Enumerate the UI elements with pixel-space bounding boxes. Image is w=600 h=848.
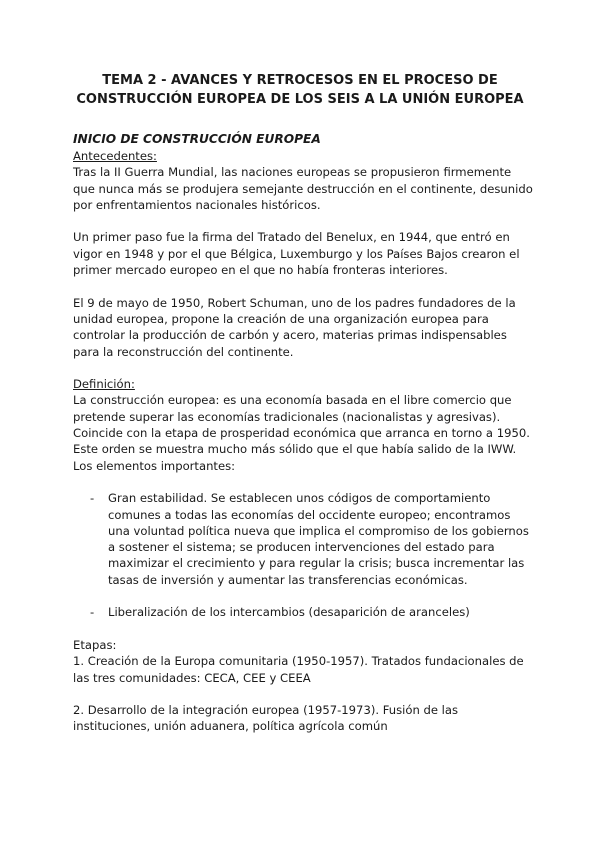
antecedentes-paragraph-3: El 9 de mayo de 1950, Robert Schuman, uno de los padres fundadores de la unidad europea, propone la creación de una organización europea para controlar la producción de carbón y acero, materias primas indispensables para la reconstrucción del continente. [73, 295, 516, 359]
section-heading: INICIO DE CONSTRUCCIÓN EUROPEA [73, 132, 321, 146]
document-body [73, 131, 533, 735]
bullet-item [73, 604, 533, 620]
title-line-1: TEMA 2 - AVANCES Y RETROCESOS EN EL PROCESO DE [102, 73, 498, 88]
bullet-item [73, 490, 533, 588]
antecedentes-label: Antecedentes: [73, 149, 157, 163]
bullet-dash: - [90, 605, 95, 620]
etapa-item-1: 1. Creación de la Europa comunitaria (1950-1957). Tratados fundacionales de las tres comunidades: CECA, CEE y CEEA [73, 654, 524, 685]
bullet-text: Gran estabilidad. Se establecen unos códigos de comportamiento comunes a todas las economías del occidente europeo; encontramos una voluntad política nueva que implica el compromiso de los gobiernos a sostener el sistema; se producen intervenciones del estado para maximizar el crecimiento y para regular la crisis; busca incrementar las tasas de inversión y aumentar las transferencias económicas. [108, 491, 529, 587]
definicion-paragraph: La construcción europea: es una economía basada en el libre comercio que pretende superar las economías tradicionales (nacionalistas y agresivas). Coincide con la etapa de prosperidad económica que arranca en torno a 1950. Este orden se muestra mucho más sólido que el que había salido de la IWW. Los elementos importantes: [73, 393, 530, 473]
etapas-label: Etapas: [73, 637, 117, 652]
bullet-text: Liberalización de los intercambios (desaparición de aranceles) [108, 605, 470, 620]
document-title [40, 71, 560, 109]
etapa-item-2: 2. Desarrollo de la integración europea (1957-1973). Fusión de las instituciones, unión aduanera, política agrícola común [73, 703, 459, 734]
antecedentes-paragraph-1: Tras la II Guerra Mundial, las naciones europeas se propusieron firmemente que nunca más se produjera semejante destrucción en el continente, desunido por enfrentamientos nacionales históricos. [73, 165, 533, 212]
bullet-dash: - [90, 491, 95, 506]
definicion-label: Definición: [73, 377, 135, 392]
title-line-2: CONSTRUCCIÓN EUROPEA DE LOS SEIS A LA UNIÓN EUROPEA [76, 92, 524, 107]
antecedentes-paragraph-2: Un primer paso fue la firma del Tratado del Benelux, en 1944, que entró en vigor en 1948 y por el que Bélgica, Luxemburgo y los Países Bajos crearon el primer mercado europeo en el que no había fronteras interiores. [73, 230, 520, 278]
